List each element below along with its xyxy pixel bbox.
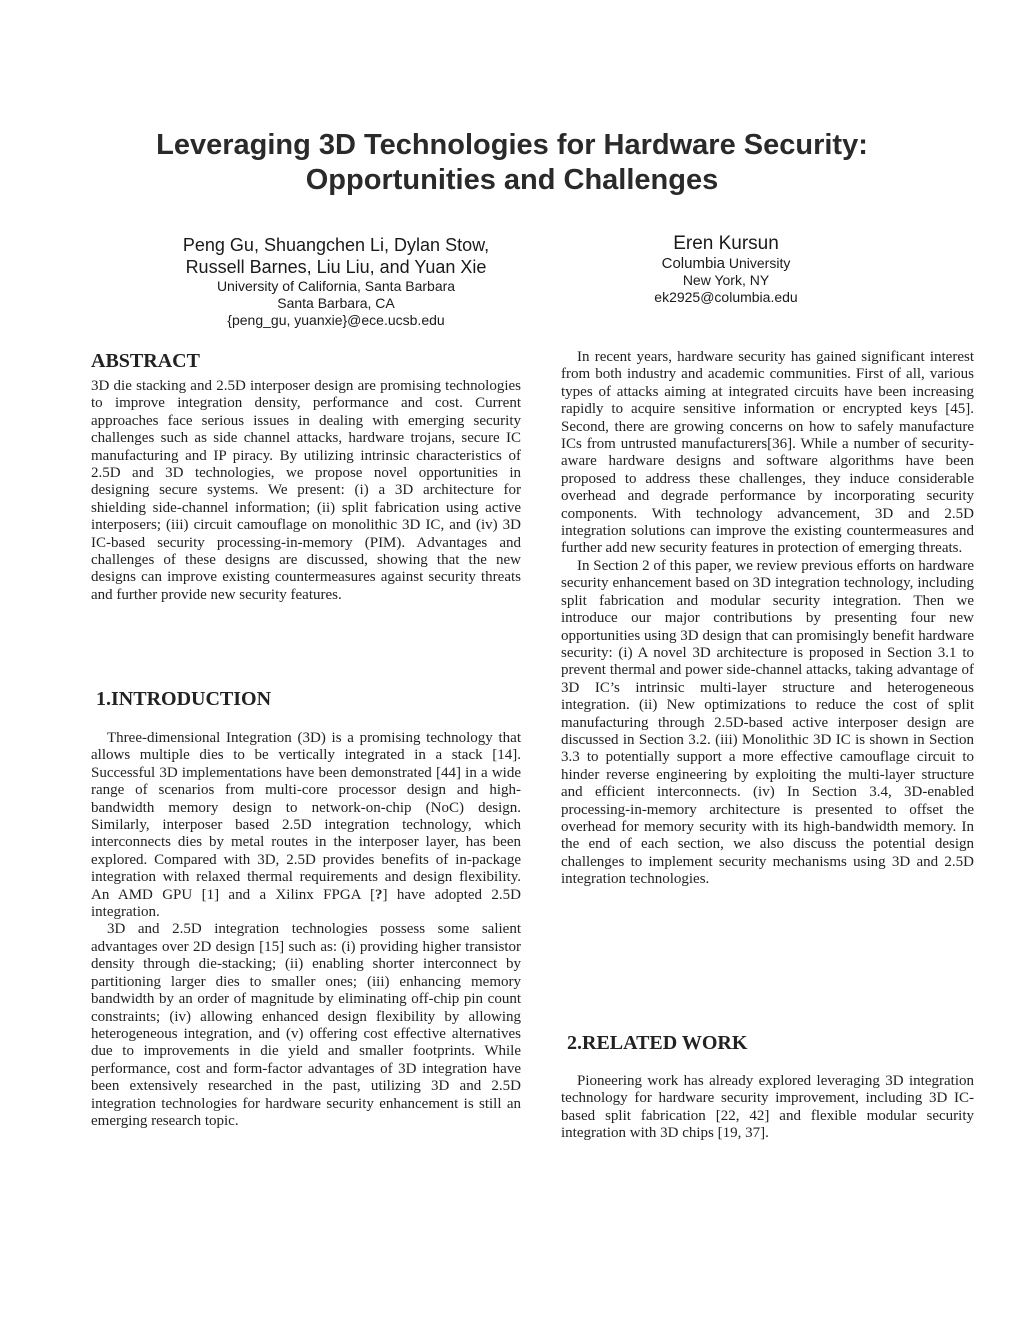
introduction-heading: 1.INTRODUCTION: [96, 688, 272, 710]
author-block-ucsb: [150, 234, 522, 329]
intro-paragraph-1: [91, 730, 521, 921]
author-affiliation: University of California, Santa Barbara: [216, 278, 456, 294]
author-names-line-1: Peng Gu, Shuangchen Li, Dylan Stow,: [182, 235, 490, 255]
affiliation-part-b: University: [728, 255, 791, 271]
author-email: {peng_gu, yuanxie}@ece.ucsb.edu: [227, 312, 445, 328]
title-line-1: Leveraging 3D Technologies for Hardware Security:: [156, 129, 868, 161]
author-names-line-2: Russell Barnes, Liu Liu, and Yuan Xie: [185, 257, 487, 277]
abstract-text: 3D die stacking and 2.5D interposer design are promising technologies to improve integration density, performance and cost. Current approaches face serious issues in dealing with emerging security challenges such as side channel attacks, hardware trojans, secure IC manufacturing and IP piracy. By utilizing intrinsic characteristics of 2.5D and 3D technologies, we propose novel opportunities in designing secure systems. We present: (i) a 3D architecture for shielding side-channel information; (ii) split fabrication using active interposers; (iii) circuit camouflage on monolithic 3D IC, and (iv) 3D IC-based security processing-in-memory (PIM). Advantages and challenges of these designs are discussed, showing that the new designs can improve existing countermeasures against security threats and further provide new security features.: [91, 378, 521, 603]
intro-paragraph-3: In recent years, hardware security has gained significant interest from both industry and academic communities. First of all, various types of attacks aiming at integrated circuits have been increasing rapidly to acquire sensitive information or encrypted keys [45]. Second, there are growing concerns on how to safely manufacture ICs from untrusted manufacturers[36]. While a number of security-aware hardware designs and software algorithms have been proposed to address these challenges, they induce considerable overhead and degrade performance by incorporating security components. With technology advancement, 3D and 2.5D integration solutions can improve the existing countermeasures and further add new security features in protection of emerging threats.: [561, 349, 974, 557]
affiliation-part-a: Columbia: [661, 255, 725, 272]
intro-p1-text-b: ] have adopted 2.5D integration.: [91, 886, 521, 921]
related-work-section: [561, 1073, 974, 1143]
abstract-section: [91, 378, 521, 604]
abstract-heading: ABSTRACT: [91, 350, 200, 372]
introduction-section: [91, 730, 521, 1130]
missing-citation: ?: [375, 886, 383, 903]
intro-p1-text-a: Three-dimensional Integration (3D) is a promising technology that allows multiple dies to be vertically integrated in a stack [14]. Successful 3D implementations have been demonstrated [44] in a wide range of scenarios from multi-core processor design and high-bandwidth memory design to network-on-chip (NoC) design. Similarly, interposer based 2.5D integration technology, which interconnects dies by metal routes in the interposer layer, has been explored. Compared with 3D, 2.5D provides benefits of in-package integration with relaxed thermal requirements and design flexibility. An AMD GPU [1] and a Xilinx FPGA [: [91, 730, 521, 903]
author-email: ek2925@columbia.edu: [654, 289, 798, 305]
author-name: Eren Kursun: [673, 233, 779, 254]
author-city: Santa Barbara, CA: [277, 295, 395, 311]
intro-paragraph-4: In Section 2 of this paper, we review previous efforts on hardware security enhancement based on 3D integration technology, including split fabrication and modular security integration. Then we introduce our major contributions by presenting four new opportunities using 3D design that can promisingly benefit hardware security: (i) A novel 3D architecture is proposed in Section 3.1 to prevent thermal and power side-channel attacks, taking advantage of 3D IC’s intrinsic multi-layer structure and heterogeneous integration. (ii) New optimizations to reduce the cost of split manufacturing through 2.5D-based active interposer design are discussed in Section 3.2. (iii) Monolithic 3D IC is shown in Section 3.3 to potentially support a more effective camouflage circuit to hinder reverse engineering by exploiting the multi-layer structure and efficient interconnects. (iv) In Section 3.4, 3D-enabled processing-in-memory architecture is presented to offset the overhead for memory security with its high-bandwidth memory. In the end of each section, we also discuss the potential design challenges to implement security mechanisms using 3D and 2.5D integration technologies.: [561, 557, 974, 888]
author-block-columbia: [600, 232, 852, 306]
intro-paragraph-2: 3D and 2.5D integration technologies possess some salient advantages over 2D design [15] such as: (i) providing higher transistor density through die-stacking; (ii) enabling shorter interconnect by partitioning larger dies to smaller ones; (iii) enhancing memory bandwidth by an order of magnitude by eliminating off-chip pin count constraints; (iv) allowing enhanced design flexibility by allowing heterogeneous integration, and (v) offering cost effective alternatives due to improvements in die yield and smaller footprints. While performance, cost and form-factor advantages of 3D integration have been extensively researched in the past, utilizing 3D and 2.5D integration technologies for hardware security enhancement is still an emerging research topic.: [91, 921, 521, 1129]
author-affiliation: [600, 255, 852, 272]
related-work-paragraph-1: Pioneering work has already explored leveraging 3D integration technology for hardware security improvement, including 3D IC-based split fabrication [22, 42] and flexible modular security integration with 3D chips [19, 37].: [561, 1073, 974, 1142]
author-city: New York, NY: [682, 272, 770, 288]
title-line-2: Opportunities and Challenges: [305, 164, 719, 196]
related-work-heading: 2.RELATED WORK: [567, 1032, 748, 1054]
introduction-continued: [561, 349, 974, 889]
paper-title: [0, 128, 1024, 198]
